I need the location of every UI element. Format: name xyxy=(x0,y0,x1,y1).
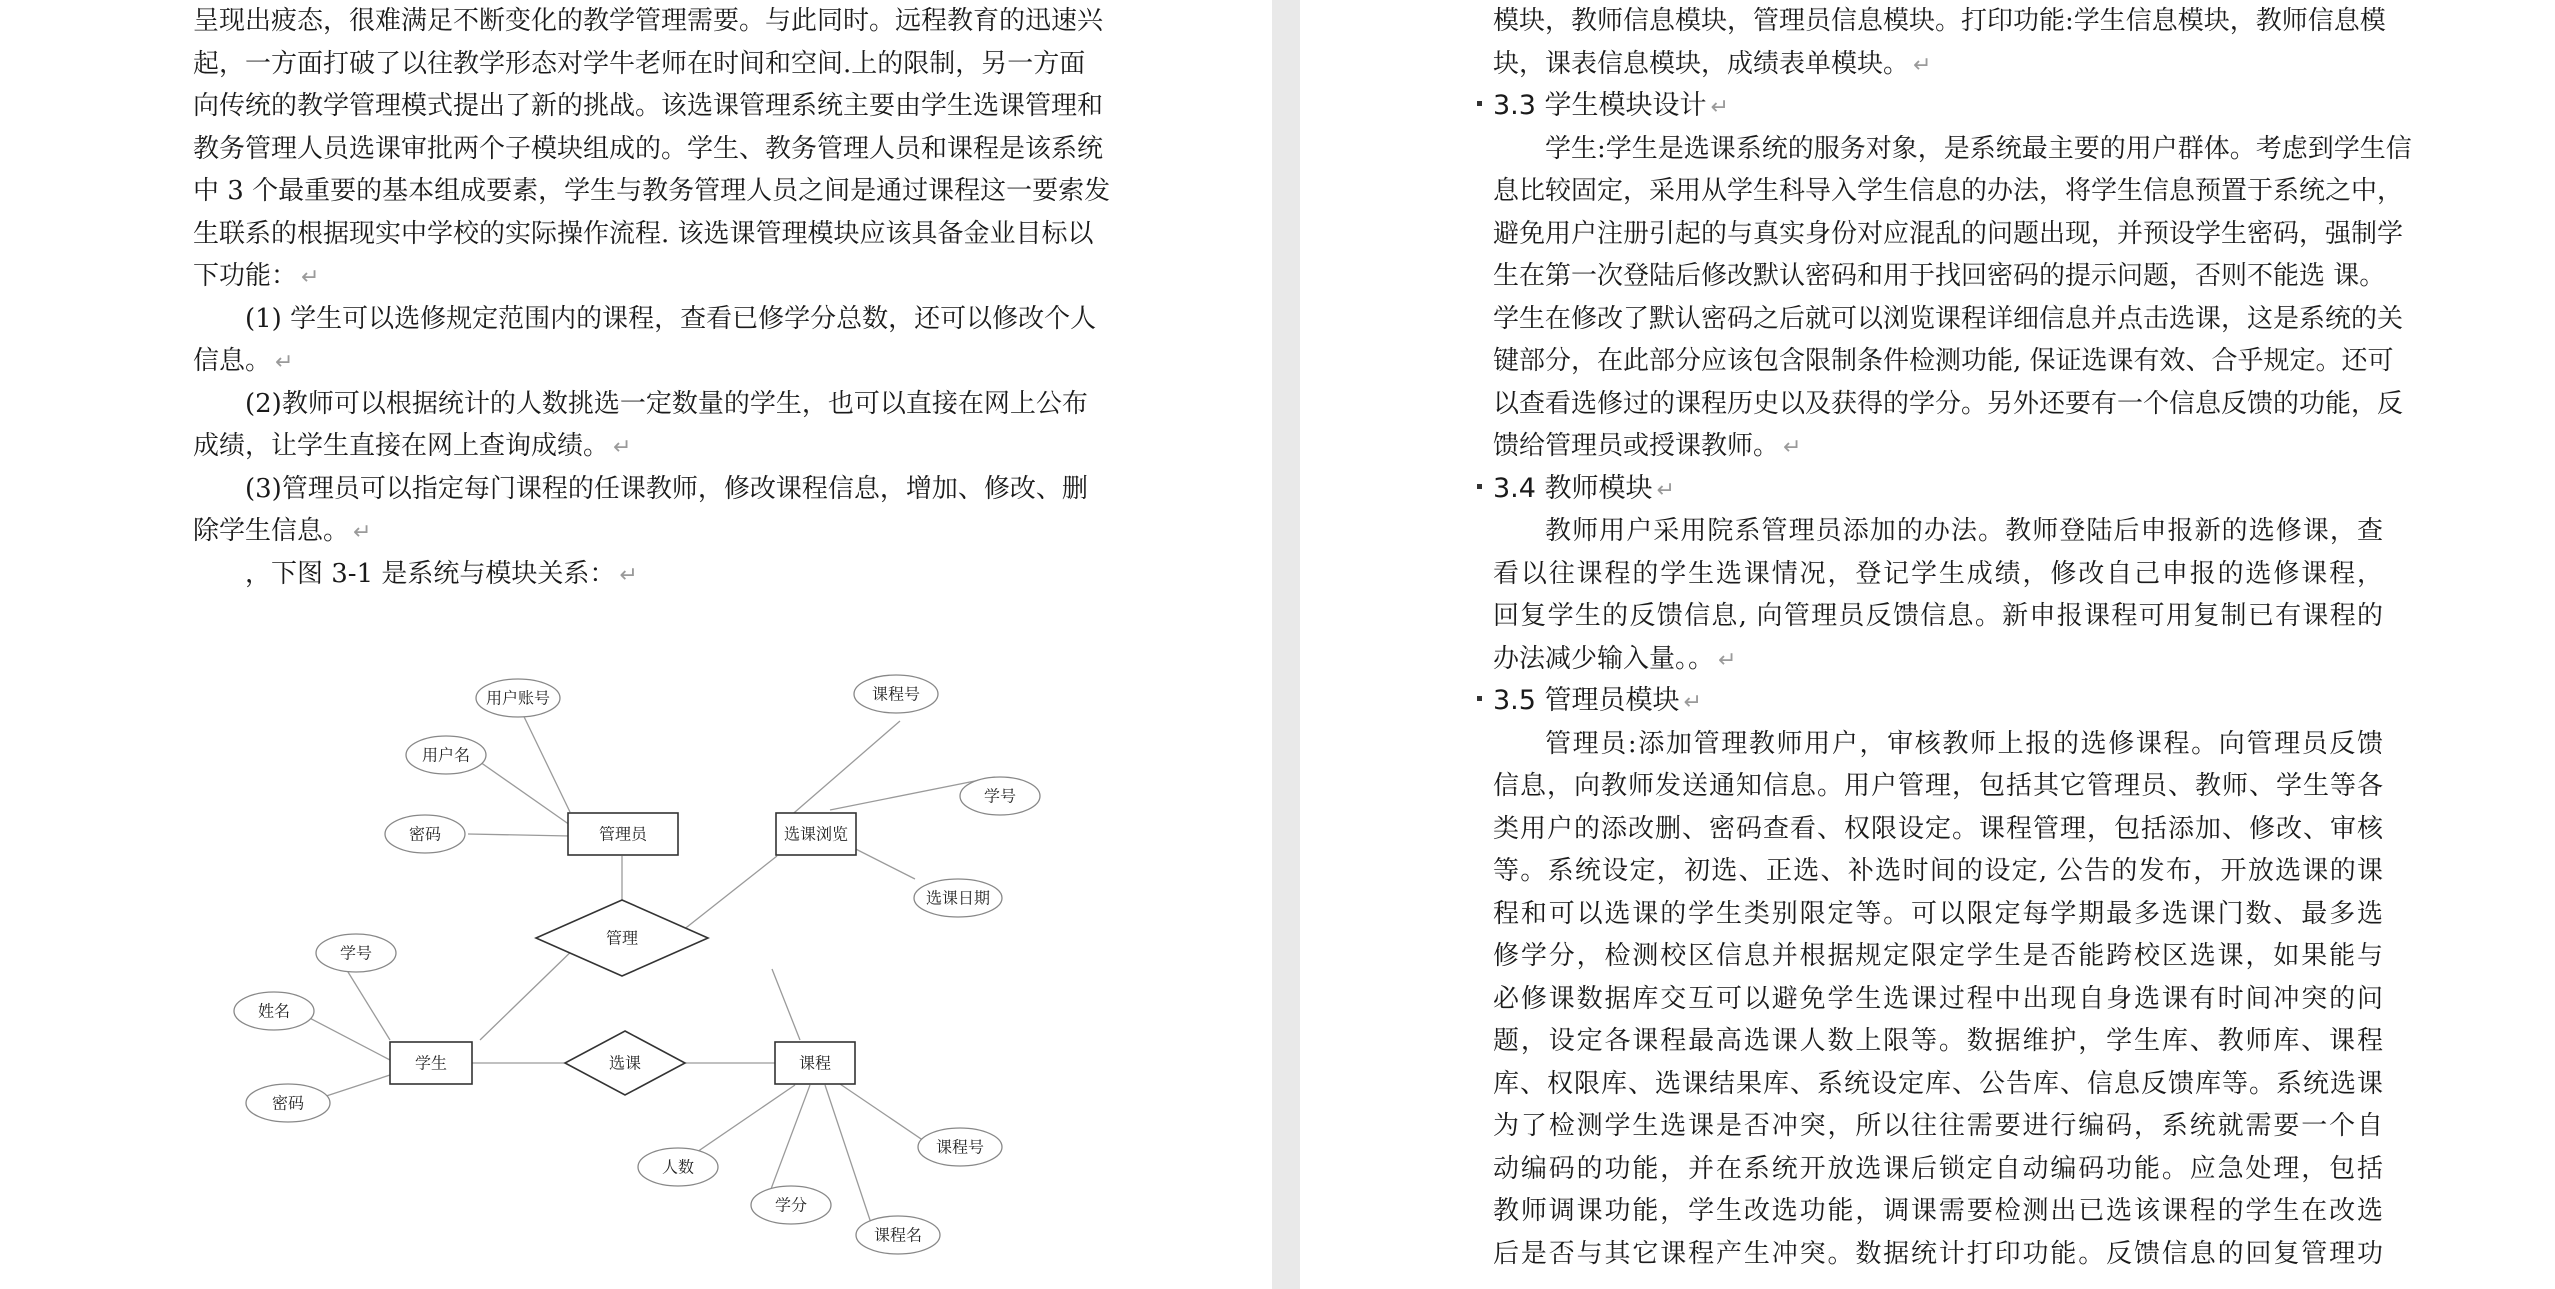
text-line: 库、权限库、选课结果库、系统设定库、公告库、信息反馈库等。系统选课 xyxy=(1493,1068,2383,1099)
label-attr: 学号 xyxy=(983,786,1017,806)
paragraph-mark-icon: ↵ xyxy=(1913,52,1932,78)
label-admin: 管理员 xyxy=(598,824,648,844)
text-line: 学生:学生是选课系统的服务对象，是系统最主要的用户群体。考虑到学生信 xyxy=(1545,133,2412,164)
heading-bullet-icon xyxy=(1477,101,1482,106)
label-attr: 姓名 xyxy=(257,1001,291,1021)
text-line: (1) 学生可以选修规定范围内的课程，查看已修学分总数，还可以修改个人 xyxy=(245,303,1097,334)
right-page-body xyxy=(1493,0,2412,1275)
text-line-end: 下功能： ↵ xyxy=(193,261,320,291)
text-line-end: 信息。 ↵ xyxy=(193,346,294,376)
label-attr: 用户名 xyxy=(421,745,471,765)
label-attr: 用户账号 xyxy=(485,688,551,708)
text-line: 中 3 个最重要的基本组成要素，学生与教务管理人员之间是通过课程这一要索发 xyxy=(193,176,1111,206)
text-line: 教师用户采用院系管理员添加的办法。教师登陆后申报新的选修课，查 xyxy=(1545,516,2383,546)
text-line: 题，设定各课程最高选课人数上限等。数据维护，学生库、教师库、课程 xyxy=(1493,1026,2383,1056)
label-course: 课程 xyxy=(798,1053,832,1073)
text-line: 起，一方面打破了以往教学形态对学牛老师在时间和空间.上的限制，另一方面 xyxy=(193,48,1086,79)
label-attr: 密码 xyxy=(271,1093,305,1113)
paragraph-mark-icon: ↵ xyxy=(353,520,372,545)
er-diagram xyxy=(220,660,1080,1260)
text-line: 以查看选修过的课程历史以及获得的学分。另外还要有一个信息反馈的功能，反 xyxy=(1493,388,2404,419)
text-line: 管理员:添加管理教师用户，审核教师上报的选修课程。向管理员反馈 xyxy=(1545,728,2383,759)
section-heading-3-5[interactable]: 3.5 管理员模块 ↵ xyxy=(1493,680,2383,723)
text-line-end: 块，课表信息模块，成绩表单模块。 ↵ xyxy=(1493,48,1932,79)
left-page-body xyxy=(193,0,1111,595)
text-line: 学生在修改了默认密码之后就可以浏览课程详细信息并点击选课，这是系统的关 xyxy=(1493,303,2404,334)
paragraph-figure-intro xyxy=(193,553,1083,596)
paragraph-item-1 xyxy=(193,298,1097,383)
text-line-end: 除学生信息。 ↵ xyxy=(193,516,372,546)
paragraph-mark-icon: ↵ xyxy=(1656,477,1675,503)
label-manage: 管理 xyxy=(605,928,639,948)
text-line: 教师调课功能，学生改选功能，调课需要检测出已选该课程的学生在改选 xyxy=(1493,1196,2383,1226)
paragraph-item-3 xyxy=(193,468,1088,553)
text-line: 生在第一次登陆后修改默认密码和用于找回密码的提示问题，否则不能选 课。 xyxy=(1493,261,2386,291)
label-attr: 课程号 xyxy=(935,1137,985,1157)
text-line: 键部分，在此部分应该包含限制条件检测功能, 保证选课有效、合乎规定。还可 xyxy=(1493,346,2394,376)
section-body-3-5 xyxy=(1493,723,2383,1276)
paragraph-mark-icon: ↵ xyxy=(1718,647,1737,673)
paragraph-mark-icon: ↵ xyxy=(1710,95,1729,120)
text-line-end: 馈给管理员或授课教师。 ↵ xyxy=(1493,431,1802,461)
paragraph-mark-icon: ↵ xyxy=(1683,690,1702,715)
text-line-end: 办法减少输入量。。 ↵ xyxy=(1493,643,1737,674)
paragraph-intro xyxy=(193,0,1111,298)
text-line: 动编码的功能，并在系统开放选课后锁定自动编码功能。应急处理，包括 xyxy=(1493,1153,2383,1184)
paragraph-continued xyxy=(1493,0,2386,85)
section-body-3-3 xyxy=(1493,128,2412,468)
text-line: 避免用户注册引起的与真实身份对应混乱的问题出现，并预设学生密码，强制学 xyxy=(1493,218,2404,249)
label-attr: 选课日期 xyxy=(925,888,991,908)
text-line: 回复学生的反馈信息, 向管理员反馈信息。新申报课程可用复制已有课程的 xyxy=(1493,601,2383,631)
label-student: 学生 xyxy=(414,1053,448,1073)
label-attr: 密码 xyxy=(408,824,442,844)
text-line-end: ，下图 3-1 是系统与模块关系： ↵ xyxy=(245,558,638,589)
text-line: 呈现出疲态，很难满足不断变化的教学管理需要。与此同时。远程教育的迅速兴 xyxy=(193,6,1104,36)
text-line-end: 成绩，让学生直接在网上查询成绩。 ↵ xyxy=(193,431,632,461)
label-attr: 人数 xyxy=(661,1157,695,1177)
heading-bullet-icon xyxy=(1477,484,1482,489)
label-attr: 课程号 xyxy=(871,684,921,704)
section-heading-3-3[interactable]: 3.3 学生模块设计 ↵ xyxy=(1493,85,2383,128)
section-heading-3-4[interactable]: 3.4 教师模块 ↵ xyxy=(1493,468,2383,511)
label-attr: 课程名 xyxy=(873,1225,923,1245)
text-line: 看以往课程的学生选课情况，登记学生成绩，修改自己申报的选修课程， xyxy=(1493,558,2383,589)
text-line: 教务管理人员选课审批两个子模块组成的。学生、教务管理人员和课程是该系统 xyxy=(193,133,1104,164)
paragraph-mark-icon: ↵ xyxy=(619,562,638,588)
text-line: 生联系的根据现实中学校的实际操作流程. 该选课管理模块应该具备金业目标以 xyxy=(193,218,1094,249)
text-line: (3)管理员可以指定每门课程的任课教师，修改课程信息，增加、修改、删 xyxy=(245,473,1088,504)
paragraph-mark-icon: ↵ xyxy=(301,265,320,290)
paragraph-mark-icon: ↵ xyxy=(613,435,632,460)
text-line: 程和可以选课的学生类别限定等。可以限定每学期最多选课门数、最多选 xyxy=(1493,898,2383,929)
text-line: (2)教师可以根据统计的人数挑选一定数量的学生，也可以直接在网上公布 xyxy=(245,388,1088,419)
label-browse: 选课浏览 xyxy=(783,824,849,844)
paragraph-mark-icon: ↵ xyxy=(1783,435,1802,460)
text-line: 必修课数据库交互可以避免学生选课过程中出现自身选课有时间冲突的问 xyxy=(1493,983,2383,1014)
text-line: 后是否与其它课程产生冲突。数据统计打印功能。反馈信息的回复管理功 xyxy=(1493,1238,2383,1269)
section-body-3-4 xyxy=(1493,510,2383,680)
heading-bullet-icon xyxy=(1477,696,1482,701)
text-line: 为了检测学生选课是否冲突，所以往往需要进行编码，系统就需要一个自 xyxy=(1493,1111,2383,1141)
text-line: 信息，向教师发送通知信息。用户管理，包括其它管理员、教师、学生等各 xyxy=(1493,771,2383,801)
text-line: 息比较固定，采用从学生科导入学生信息的办法，将学生信息预置于系统之中， xyxy=(1493,176,2404,206)
text-line: 模块，教师信息模块，管理员信息模块。打印功能:学生信息模块，教师信息模 xyxy=(1493,6,2386,36)
text-line: 向传统的教学管理模式提出了新的挑战。该选课管理系统主要由学生选课管理和 xyxy=(193,91,1104,121)
page-gap xyxy=(1272,0,1300,1289)
paragraph-item-2 xyxy=(193,383,1088,468)
text-line: 修学分，检测校区信息并根据规定限定学生是否能跨校区选课，如果能与 xyxy=(1493,941,2383,971)
label-attr: 学分 xyxy=(774,1195,808,1215)
text-line: 类用户的添改删、密码查看、权限设定。课程管理，包括添加、修改、审核 xyxy=(1493,813,2383,844)
label-select: 选课 xyxy=(608,1053,642,1073)
paragraph-mark-icon: ↵ xyxy=(275,350,294,375)
label-attr: 学号 xyxy=(339,943,373,963)
text-line: 等。系统设定，初选、正选、补选时间的设定, 公告的发布，开放选课的课 xyxy=(1493,856,2383,886)
